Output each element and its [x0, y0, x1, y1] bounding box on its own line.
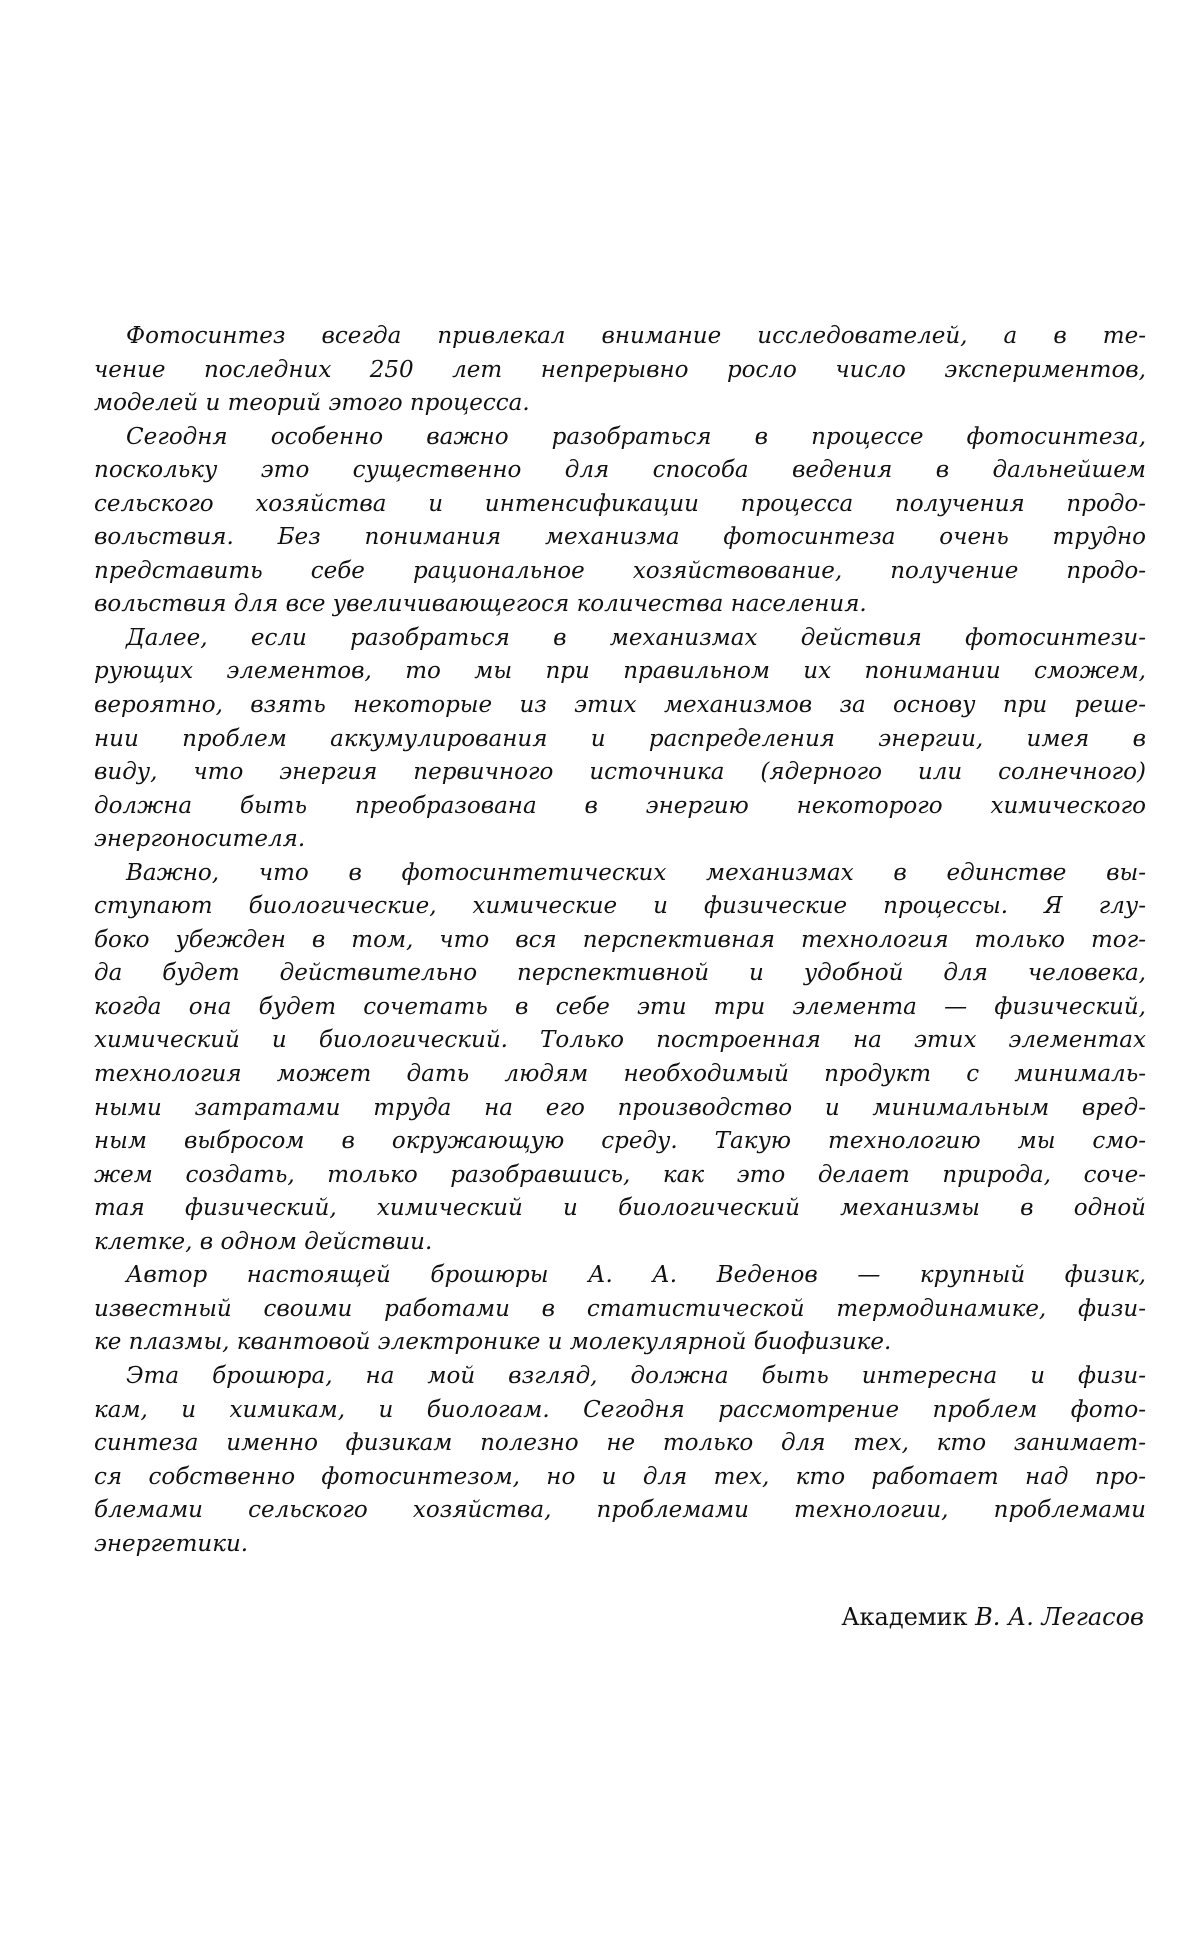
text-line: когда она будет сочетать в себе эти три элемента — физический, [94, 993, 1146, 1020]
text-line: энергоносителя. [94, 826, 306, 853]
paragraph-5 [94, 1259, 1146, 1360]
text-line: тая физический, химический и биологический механизмы в одной [94, 1195, 1146, 1222]
paragraph-6 [94, 1360, 1146, 1561]
paragraph-1 [94, 320, 1146, 421]
text-line: клетке, в одном действии. [94, 1228, 433, 1255]
paragraph-3 [94, 622, 1146, 857]
text-line: ке плазмы, квантовой электронике и молекулярной биофизике. [94, 1329, 892, 1356]
signature [841, 1603, 1144, 1631]
text-line: синтеза именно физикам полезно не только для тех, кто занимает- [94, 1430, 1146, 1457]
text-line: Далее, если разобраться в механизмах действия фотосинтези- [126, 624, 1146, 651]
paragraph-4 [94, 857, 1146, 1260]
text-line: Эта брошюра, на мой взгляд, должна быть интересна и физи- [126, 1362, 1146, 1389]
text-line: блемами сельского хозяйства, проблемами технологии, проблемами [94, 1497, 1146, 1524]
text-line: вероятно, взять некоторые из этих механизмов за основу при реше- [94, 692, 1146, 719]
text-line: нии проблем аккумулирования и распределения энергии, имея в [94, 725, 1146, 752]
signature-name: В. А. Легасов [975, 1603, 1144, 1631]
text-line: кам, и химикам, и биологам. Сегодня рассмотрение проблем фото- [94, 1396, 1146, 1423]
text-line: поскольку это существенно для способа ведения в дальнейшем [94, 457, 1146, 484]
text-line: энергетики. [94, 1530, 249, 1557]
text-line: Сегодня особенно важно разобраться в процессе фотосинтеза, [126, 423, 1146, 450]
text-line: ными затратами труда на его производство и минимальным вред- [94, 1094, 1146, 1121]
text-line: виду, что энергия первичного источника (ядерного или солнечного) [94, 759, 1146, 786]
text-line: ся собственно фотосинтезом, но и для тех, кто работает над про- [94, 1463, 1146, 1490]
text-line: моделей и теорий этого процесса. [94, 390, 530, 417]
text-line: сельского хозяйства и интенсификации процесса получения продо- [94, 490, 1146, 517]
text-line: известный своими работами в статистической термодинамике, физи- [94, 1295, 1146, 1322]
text-line: химический и биологический. Только построенная на этих элементах [94, 1027, 1146, 1054]
text-line: жем создать, только разобравшись, как это делает природа, соче- [94, 1161, 1146, 1188]
text-line: представить себе рациональное хозяйствование, получение продо- [94, 557, 1146, 584]
text-line: боко убежден в том, что вся перспективная технология только тог- [94, 926, 1146, 953]
paragraph-2 [94, 421, 1146, 622]
text-line: чение последних 250 лет непрерывно росло число экспериментов, [94, 356, 1146, 383]
text-line: Автор настоящей брошюры А. А. Веденов — крупный физик, [126, 1262, 1146, 1289]
text-line: вольствия для все увеличивающегося количества населения. [94, 591, 867, 618]
text-line: технология может дать людям необходимый продукт с минималь- [94, 1061, 1146, 1088]
text-line: ным выбросом в окружающую среду. Такую технологию мы смо- [94, 1128, 1146, 1155]
text-line: Важно, что в фотосинтетических механизмах в единстве вы- [126, 859, 1146, 886]
foreword-text [94, 320, 1146, 1561]
text-line: да будет действительно перспективной и удобной для человека, [94, 960, 1146, 987]
text-line: должна быть преобразована в энергию некоторого химического [94, 792, 1146, 819]
text-line: рующих элементов, то мы при правильном их понимании сможем, [94, 658, 1146, 685]
text-line: ступают биологические, химические и физические процессы. Я глу- [94, 893, 1146, 920]
signature-title: Академик [841, 1603, 968, 1631]
text-line: вольствия. Без понимания механизма фотосинтеза очень трудно [94, 524, 1146, 551]
text-line: Фотосинтез всегда привлекал внимание исследователей, а в те- [126, 323, 1146, 349]
